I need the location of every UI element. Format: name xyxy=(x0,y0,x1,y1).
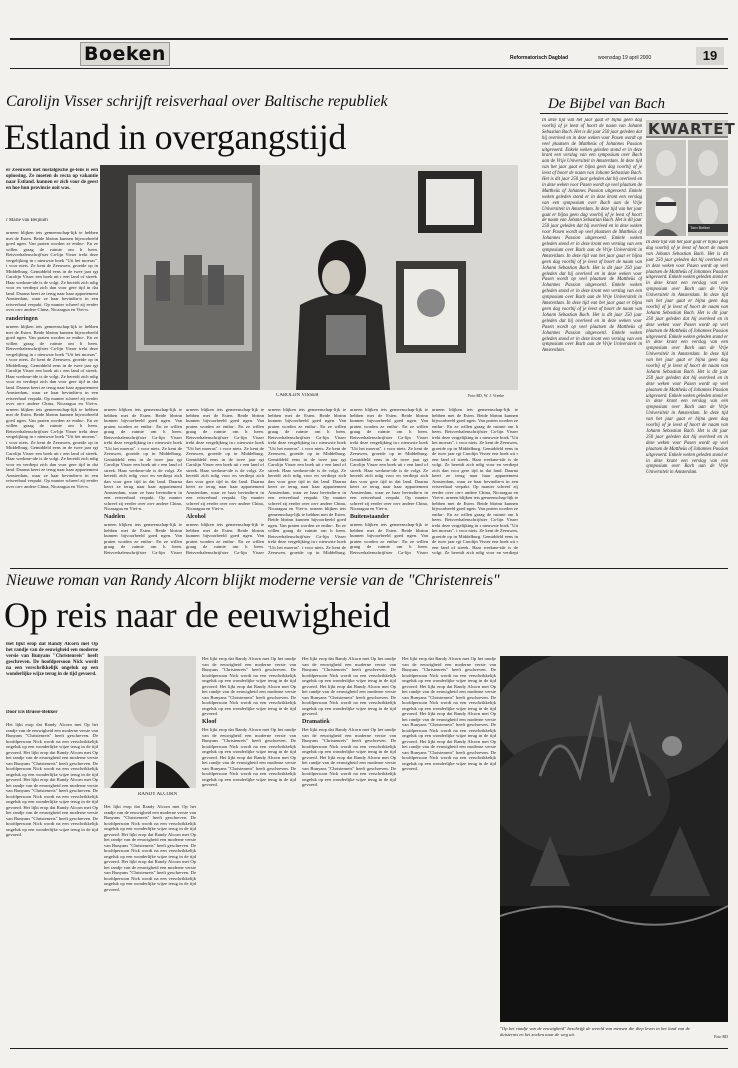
article2-col5-body-2: Het lijkt erop dat Randy Alcorn met Op het randje van de eeuwigheid een moderne versie van Bunyans "Christenreis" heeft geschreven. De hoofdpersoon Nick wordt na een verschrikkelijk ongeluk op een wonderlijke wijze terug in de tijd gevoerd. xyxy=(402,683,496,716)
header-rule xyxy=(10,68,728,69)
sidebar-intro xyxy=(542,118,642,558)
article2-col4-body-3: Het lijkt erop dat Randy Alcorn met Op het randje van de eeuwigheid een moderne versie van Bunyans "Christenreis" heeft geschreven. De hoofdpersoon Nick wordt na een verschrikkelijk ongeluk op een wonderlijke wijze terug in de tijd gevoerd. xyxy=(302,727,396,760)
portrait-label: Tom Beiker xyxy=(688,224,728,232)
eternity-illustration xyxy=(500,656,728,1022)
article1-byline: r Marie van Beijnum xyxy=(6,218,48,223)
article1-column-4 xyxy=(268,407,346,555)
illustration-credit: Foto RD xyxy=(714,1034,728,1039)
article2-col4-body-4: Het lijkt erop dat Randy Alcorn met Op het randje van de eeuwigheid een moderne versie van Bunyans "Christenreis" heeft geschreven. De hoofdpersoon Nick wordt na een verschrikkelijk ongeluk op een wonderlijke wijze terug in de tijd gevoerd. xyxy=(302,754,396,787)
article1-col6-body: urneen blijken iets gemeenschap-lijk te hebben met de Esten. Beide bbrinn kunnen bijvoorbeeld goed ngen. Van praten worden ze enthu-. En ze willen graag de ruimte om h heen. Reisverhalenschrijfster Ca-lijn Visser trekt deze vergelijking in r nieuwste boek "Uit het moeras". t voor niets. Ze kent de Zeeuwen, groeide op in Middelburg. Gemiddeld eens in de twee jaar rgt Carolijn Visser een boek uit r een land of streek. Haar werkme-ide is de volgt. Ze bereidt zich ndig voor en verdiept zich dan voor gere tijd in dat land. Daarna keert ze terug naar haar appartement Amsterdam, waar ze haar bevindin-n in een reisverhaal verpakt. Op manier schreef zij eerder over on-r andere China, Nicaragua en Viet-n. xyxy=(432,407,518,500)
article1-column-6 xyxy=(432,407,518,555)
article2-kicker: Nieuwe roman van Randy Alcorn blijkt moderne versie van de "Christenreis" xyxy=(6,572,500,589)
article1-col5-body: urneen blijken iets gemeenschap-lijk te hebben met de Esten. Beide bbrinn kunnen bijvoorbeeld goed ngen. Van praten worden ze enthu-. En ze willen graag de ruimte om h heen. Reisverhalenschrijfster Ca-lijn Visser trekt deze vergelijking in r nieuwste boek "Uit het moeras". t voor niets. Ze kent de Zeeuwen, groeide op in Middelburg. Gemiddeld eens in de twee jaar rgt Carolijn Visser een boek uit r een land of streek. Haar werkme-ide is de volgt. Ze bereidt zich ndig voor en verdiept zich dan voor gere tijd in dat land. Daarna keert ze terug naar haar appartement Amsterdam, waar ze haar bevindin-n in een reisverhaal verpakt. Op manier schreef zij eerder over on-r andere China, Nicaragua en Viet-n. xyxy=(350,407,428,511)
sidebar-title: De Bijbel van Bach xyxy=(548,96,666,112)
page-date: woensdag 19 april 2000 xyxy=(598,55,652,61)
article1-col3-body: urneen blijken iets gemeenschap-lijk te hebben met de Esten. Beide bbrinn kunnen bijvoorbeeld goed ngen. Van praten worden ze enthu-. En ze willen graag de ruimte om h heen. Reisverhalenschrijfster Ca-lijn Visser trekt deze vergelijking in r nieuwste boek "Uit het moeras". t voor niets. Ze kent de Zeeuwen, groeide op in Middelburg. Gemiddeld eens in de twee jaar rgt Carolijn Visser een boek uit r een land of streek. Haar werkme-ide is de volgt. Ze bereidt zich ndig voor en verdiept zich dan voor gere tijd in dat land. Daarna keert ze terug naar haar appartement Amsterdam, waar ze haar bevindin-n in een reisverhaal verpakt. Op manier schreef zij eerder over on-r andere China, Nicaragua en Viet-n. xyxy=(186,407,264,511)
alcorn-photo xyxy=(104,656,196,788)
article1-subhead-3: Alcohol xyxy=(186,513,206,520)
page-number: 19 xyxy=(696,47,724,65)
article1-column-3 xyxy=(186,407,264,555)
article2-column-4 xyxy=(302,656,396,1044)
article2-col2-body: Het lijkt erop dat Randy Alcorn met Op het randje van de eeuwigheid een moderne versie van Bunyans "Christenreis" heeft geschreven. De hoofdpersoon Nick wordt na een verschrikkelijk ongeluk op een wonderlijke wijze terug in de tijd gevoerd. xyxy=(104,804,196,837)
sidebar-column-2 xyxy=(646,240,728,558)
eternity-graphic xyxy=(500,656,728,1022)
sidebar-body-4: In deze tijd van het jaar gaat er bijna geen dag voorbij of je leest of hoort de naam van Johann Sebastian Bach. Het is dit jaar 250 jaar geleden dat hij overleed en in deze weken voor Pasen wordt op veel plaatsen de Mattheüs of Johannes Passion uitgevoerd. Enkele weken geleden stond er in deze krant een verslag van een symposium over Bach aan de Vrije Universiteit in Amsterdam. xyxy=(542,253,642,307)
article2-subhead-1: Kloof xyxy=(202,718,217,725)
article1-headline: Estland in overgangstijd xyxy=(4,117,347,157)
article2-body-3: Het lijkt erop dat Randy Alcorn met Op het randje van de eeuwigheid een moderne versie van Bunyans "Christenreis" heeft geschreven. De hoofdpersoon Nick wordt na een verschrikkelijk ongeluk op een wonderlijke wijze terug in de tijd gevoerd. xyxy=(6,777,98,810)
article1-col4-body-2: urneen blijken iets gemeenschap-lijk te hebben met de Esten. Beide bbrinn kunnen bijvoorbeeld goed ngen. Van praten worden ze enthu-. En ze willen graag de ruimte om h heen. Reisverhalenschrijfster Ca-lijn Visser trekt deze vergelijking in r nieuwste boek "Uit het moeras". t voor niets. Ze kent de Zeeuwen, groeide op in Middelburg. xyxy=(268,506,346,555)
article1-body: urneen blijken iets gemeenschap-lijk te hebben met de Esten. Beide bbrinn kunnen bijvoorbeeld goed ngen. Van praten worden ze enthu-. En ze willen graag de ruimte om h heen. Reisverhalenschrijfster Ca-lijn Visser trekt deze vergelijking in r nieuwste boek "Uit het moeras". t voor niets. Ze kent de Zeeuwen, groeide op in Middelburg. Gemiddeld eens in de twee jaar rgt Carolijn Visser een boek uit r een land of streek. Haar werkme-ide is de volgt. Ze bereidt zich ndig voor en verdiept zich dan voor gere tijd in dat land. Daarna keert ze terug naar haar appartement Amsterdam, waar ze haar bevindin-n in een reisverhaal verpakt. Op manier schreef zij eerder over on-r andere China, Nicaragua en Viet-n. xyxy=(6,230,98,312)
article1-col2-body: urneen blijken iets gemeenschap-lijk te hebben met de Esten. Beide bbrinn kunnen bijvoorbeeld goed ngen. Van praten worden ze enthu-. En ze willen graag de ruimte om h heen. Reisverhalenschrijfster Ca-lijn Visser trekt deze vergelijking in r nieuwste boek "Uit het moeras". t voor niets. Ze kent de Zeeuwen, groeide op in Middelburg. Gemiddeld eens in de twee jaar rgt Carolijn Visser een boek uit r een land of streek. Haar werkme-ide is de volgt. Ze bereidt zich ndig voor en verdiept zich dan voor gere tijd in dat land. Daarna keert ze terug naar haar appartement Amsterdam, waar ze haar bevindin-n in een reisverhaal verpakt. Op manier schreef zij eerder over on-r andere China, Nicaragua en Viet-n. xyxy=(104,407,182,511)
article2-column-1 xyxy=(6,722,98,1042)
sidebar-col2-body-3: In deze tijd van het jaar gaat er bijna geen dag voorbij of je leest of hoort de naam van Johann Sebastian Bach. Het is dit jaar 250 jaar geleden dat hij overleed en in deze weken voor Pasen wordt op veel plaatsen de Mattheüs of Johannes Passion uitgevoerd. Enkele weken geleden stond er in deze krant een verslag van een symposium over Bach aan de Vrije Universiteit in Amsterdam. xyxy=(646,352,728,417)
bottom-rule xyxy=(10,1048,728,1049)
author-photo xyxy=(100,165,518,390)
kwartet-portraits xyxy=(646,140,728,236)
top-rule xyxy=(10,38,728,40)
article2-column-5 xyxy=(402,656,496,1044)
sidebar-body: In deze tijd van het jaar gaat er bijna geen dag voorbij of je leest of hoort de naam van Johann Sebastian Bach. Het is dit jaar 250 jaar geleden dat hij overleed en in deze weken voor Pasen wordt op veel plaatsen de Mattheüs of Johannes Passion uitgevoerd. Enkele weken geleden stond er in deze krant een verslag van een symposium over Bach aan de Vrije Universiteit in Amsterdam. xyxy=(542,118,642,165)
sidebar-body-5: In deze tijd van het jaar gaat er bijna geen dag voorbij of je leest of hoort de naam van Johann Sebastian Bach. Het is dit jaar 250 jaar geleden dat hij overleed en in deze weken voor Pasen wordt op veel plaatsen de Mattheüs of Johannes Passion uitgevoerd. Enkele weken geleden stond er in deze krant een verslag van een symposium over Bach aan de Vrije Universiteit in Amsterdam. xyxy=(542,301,642,354)
article2-col3-body: Het lijkt erop dat Randy Alcorn met Op het randje van de eeuwigheid een moderne versie van Bunyans "Christenreis" heeft geschreven. De hoofdpersoon Nick wordt na een verschrikkelijk ongeluk op een wonderlijke wijze terug in de tijd gevoerd. xyxy=(202,656,296,689)
article2-column-2 xyxy=(104,804,196,1044)
alcorn-photo-graphic xyxy=(104,656,196,788)
article1-kicker: Carolijn Visser schrijft reisverhaal over Baltische republiek xyxy=(6,93,388,110)
article2-col5-body-3: Het lijkt erop dat Randy Alcorn met Op het randje van de eeuwigheid een moderne versie van Bunyans "Christenreis" heeft geschreven. De hoofdpersoon Nick wordt na een verschrikkelijk ongeluk op een wonderlijke wijze terug in de tijd gevoerd. xyxy=(402,711,496,744)
article1-col4-body: urneen blijken iets gemeenschap-lijk te hebben met de Esten. Beide bbrinn kunnen bijvoorbeeld goed ngen. Van praten worden ze enthu-. En ze willen graag de ruimte om h heen. Reisverhalenschrijfster Ca-lijn Visser trekt deze vergelijking in r nieuwste boek "Uit het moeras". t voor niets. Ze kent de Zeeuwen, groeide op in Middelburg. Gemiddeld eens in de twee jaar rgt Carolijn Visser een boek uit r een land of streek. Haar werkme-ide is de volgt. Ze bereidt zich ndig voor en verdiept zich dan voor gere tijd in dat land. Daarna keert ze terug naar haar appartement Amsterdam, waar ze haar bevindin-n in een reisverhaal verpakt. Op manier schreef zij eerder over on-r andere China, Nicaragua en Viet-n. xyxy=(268,407,346,511)
article2-col4-body: Het lijkt erop dat Randy Alcorn met Op het randje van de eeuwigheid een moderne versie van Bunyans "Christenreis" heeft geschreven. De hoofdpersoon Nick wordt na een verschrikkelijk ongeluk op een wonderlijke wijze terug in de tijd gevoerd. xyxy=(302,656,396,689)
article2-subhead-2: Dramatiek xyxy=(302,718,330,725)
article2-column-3 xyxy=(202,656,296,1044)
article1-column-5 xyxy=(350,407,428,555)
article1-subhead-2: Nadelen xyxy=(104,513,125,520)
article2-col2-body-3: Het lijkt erop dat Randy Alcorn met Op het randje van de eeuwigheid een moderne versie van Bunyans "Christenreis" heeft geschreven. De hoofdpersoon Nick wordt na een verschrikkelijk ongeluk op een wonderlijke wijze terug in de tijd gevoerd. xyxy=(104,859,196,892)
article2-col5-body: Het lijkt erop dat Randy Alcorn met Op het randje van de eeuwigheid een moderne versie van Bunyans "Christenreis" heeft geschreven. De hoofdpersoon Nick wordt na een verschrikkelijk ongeluk op een wonderlijke wijze terug in de tijd gevoerd. xyxy=(402,656,496,689)
sidebar-rule xyxy=(540,113,728,114)
sidebar-col2-body-2: In deze tijd van het jaar gaat er bijna geen dag voorbij of je leest of hoort de naam van Johann Sebastian Bach. Het is dit jaar 250 jaar geleden dat hij overleed en in deze weken voor Pasen wordt op veel plaatsen de Mattheüs of Johannes Passion uitgevoerd. Enkele weken geleden stond er in deze krant een verslag van een symposium over Bach aan de Vrije Universiteit in Amsterdam. xyxy=(646,293,728,358)
alcorn-caption: RANDY ALCORN xyxy=(138,792,178,797)
sidebar-col2-body-4: In deze tijd van het jaar gaat er bijna geen dag voorbij of je leest of hoort de naam van Johann Sebastian Bach. Het is dit jaar 250 jaar geleden dat hij overleed en in deze weken voor Pasen wordt op veel plaatsen de Mattheüs of Johannes Passion uitgevoerd. Enkele weken geleden stond er in deze krant een verslag van een symposium over Bach aan de Vrije Universiteit in Amsterdam. xyxy=(646,411,728,476)
article1-column-2 xyxy=(104,407,182,555)
paper-name: Reformatorisch Dagblad xyxy=(510,55,569,61)
sidebar-body-2: In deze tijd van het jaar gaat er bijna geen dag voorbij of je leest of hoort de naam van Johann Sebastian Bach. Het is dit jaar 250 jaar geleden dat hij overleed en in deze weken voor Pasen wordt op veel plaatsen de Mattheüs of Johannes Passion uitgevoerd. Enkele weken geleden stond er in deze krant een verslag van een symposium over Bach aan de Vrije Universiteit in Amsterdam. xyxy=(542,159,642,212)
article2-byline: Door Els Brussé-Bekker xyxy=(6,710,58,715)
kwartet-label: KWARTET xyxy=(648,120,736,138)
article1-column-1 xyxy=(6,230,98,550)
sidebar-body-3: In deze tijd van het jaar gaat er bijna geen dag voorbij of je leest of hoort de naam van Johann Sebastian Bach. Het is dit jaar 250 jaar geleden dat hij overleed en in deze weken voor Pasen wordt op veel plaatsen de Mattheüs of Johannes Passion uitgevoerd. Enkele weken geleden stond er in deze krant een verslag van een symposium over Bach aan de Vrije Universiteit in Amsterdam. xyxy=(542,206,642,259)
article2-body-2: Het lijkt erop dat Randy Alcorn met Op het randje van de eeuwigheid een moderne versie van Bunyans "Christenreis" heeft geschreven. De hoofdpersoon Nick wordt na een verschrikkelijk ongeluk op een wonderlijke wijze terug in de tijd gevoerd. xyxy=(6,749,98,782)
article1-body-3: urneen blijken iets gemeenschap-lijk te hebben met de Esten. Beide bbrinn kunnen bijvoorbeeld goed ngen. Van praten worden ze enthu-. En ze willen graag de ruimte om h heen. Reisverhalenschrijfster Ca-lijn Visser trekt deze vergelijking in r nieuwste boek "Uit het moeras". t voor niets. Ze kent de Zeeuwen, groeide op in Middelburg. Gemiddeld eens in de twee jaar rgt Carolijn Visser een boek uit r een land of streek. Haar werkme-ide is de volgt. Ze bereidt zich ndig voor en verdiept zich dan voor gere tijd in dat land. Daarna keert ze terug naar haar appartement Amsterdam, waar ze haar bevindin-n in een reisverhaal verpakt. Op manier schreef zij eerder over on-r andere China, Nicaragua en Viet-n. xyxy=(6,406,98,489)
article1-body-2: urneen blijken iets gemeenschap-lijk te hebben met de Esten. Beide bbrinn kunnen bijvoorbeeld goed ngen. Van praten worden ze enthu-. En ze willen graag de ruimte om h heen. Reisverhalenschrijfster Ca-lijn Visser trekt deze vergelijking in r nieuwste boek "Uit het moeras". t voor niets. Ze kent de Zeeuwen, groeide op in Middelburg. Gemiddeld eens in de twee jaar rgt Carolijn Visser een boek uit r een land of streek. Haar werkme-ide is de volgt. Ze bereidt zich ndig voor en verdiept zich dan voor gere tijd in dat land. Daarna keert ze terug naar haar appartement Amsterdam, waar ze haar bevindin-n in een reisverhaal verpakt. Op manier schreef zij eerder over on-r andere China, Nicaragua en Viet-n. xyxy=(6,324,98,406)
illustration-caption: "Op het randje van de eeuwigheid" beschrijft de wereld van mensen die diep leven in het land van de duisternis en het zoeken naar de weg uit. xyxy=(500,1026,690,1037)
article2-col3-body-2: Het lijkt erop dat Randy Alcorn met Op het randje van de eeuwigheid een moderne versie van Bunyans "Christenreis" heeft geschreven. De hoofdpersoon Nick wordt na een verschrikkelijk ongeluk op een wonderlijke wijze terug in de tijd gevoerd. xyxy=(202,683,296,716)
article1-subhead-1: randeringen xyxy=(6,315,38,322)
article2-col3-body-3: Het lijkt erop dat Randy Alcorn met Op het randje van de eeuwigheid een moderne versie van Bunyans "Christenreis" heeft geschreven. De hoofdpersoon Nick wordt na een verschrikkelijk ongeluk op een wonderlijke wijze terug in de tijd gevoerd. xyxy=(202,727,296,760)
article2-lead: Het lijkt erop dat Randy Alcorn met Op het randje van de eeuwigheid een moderne versie van Bunyans "Christenreis" heeft geschreven. De hoofdpersoon Nick wordt na een verschrikkelijk ongeluk op een wonderlijke wijze terug in de tijd gevoerd. xyxy=(6,642,98,677)
article2-col4-body-2: Het lijkt erop dat Randy Alcorn met Op het randje van de eeuwigheid een moderne versie van Bunyans "Christenreis" heeft geschreven. De hoofdpersoon Nick wordt na een verschrikkelijk ongeluk op een wonderlijke wijze terug in de tijd gevoerd. xyxy=(302,683,396,716)
sidebar-col2-body: In deze tijd van het jaar gaat er bijna geen dag voorbij of je leest of hoort de naam van Johann Sebastian Bach. Het is dit jaar 250 jaar geleden dat hij overleed en in deze weken voor Pasen wordt op veel plaatsen de Mattheüs of Johannes Passion uitgevoerd. Enkele weken geleden stond er in deze krant een verslag van een symposium over Bach aan de Vrije Universiteit in Amsterdam. xyxy=(646,240,728,299)
article1-col5-body-2: urneen blijken iets gemeenschap-lijk te hebben met de Esten. Beide bbrinn kunnen bijvoorbeeld goed ngen. Van praten worden ze enthu-. En ze willen graag de ruimte om h heen. Reisverhalenschrijfster Ca-lijn Visser xyxy=(350,522,428,555)
photo-caption: CAROLIJN VISSER xyxy=(276,393,319,398)
author-photo-graphic xyxy=(100,165,518,390)
portraits-graphic xyxy=(646,140,728,236)
article-divider xyxy=(10,568,728,569)
article2-col5-body-4: Het lijkt erop dat Randy Alcorn met Op het randje van de eeuwigheid een moderne versie van Bunyans "Christenreis" heeft geschreven. De hoofdpersoon Nick wordt na een verschrikkelijk ongeluk op een wonderlijke wijze terug in de tijd gevoerd. xyxy=(402,738,496,771)
photo-credit: Foto RD, W. J. Vreeke xyxy=(468,393,505,398)
article2-body-4: Het lijkt erop dat Randy Alcorn met Op het randje van de eeuwigheid een moderne versie van Bunyans "Christenreis" heeft geschreven. De hoofdpersoon Nick wordt na een verschrikkelijk ongeluk op een wonderlijke wijze terug in de tijd gevoerd. xyxy=(6,804,98,837)
article2-col2-body-2: Het lijkt erop dat Randy Alcorn met Op het randje van de eeuwigheid een moderne versie van Bunyans "Christenreis" heeft geschreven. De hoofdpersoon Nick wordt na een verschrikkelijk ongeluk op een wonderlijke wijze terug in de tijd gevoerd. xyxy=(104,831,196,864)
article1-col3-body-2: urneen blijken iets gemeenschap-lijk te hebben met de Esten. Beide bbrinn kunnen bijvoorbeeld goed ngen. Van praten worden ze enthu-. En ze willen graag de ruimte om h heen. Reisverhalenschrijfster Ca-lijn Visser xyxy=(186,522,264,555)
article1-lead: er Zeeuwen met nostalgische ge-lens is een oplossing. Ze moeten ds recta op vakantie naar Estland. kunnen er zich voor de geest en hoe hun provincie ooit was. xyxy=(6,168,98,191)
article2-col3-body-4: Het lijkt erop dat Randy Alcorn met Op het randje van de eeuwigheid een moderne versie van Bunyans "Christenreis" heeft geschreven. De hoofdpersoon Nick wordt na een verschrikkelijk ongeluk op een wonderlijke wijze terug in de tijd gevoerd. xyxy=(202,754,296,787)
article2-headline: Op reis naar de eeuwigheid xyxy=(4,595,391,635)
article2-body-1: Het lijkt erop dat Randy Alcorn met Op het randje van de eeuwigheid een moderne versie van Bunyans "Christenreis" heeft geschreven. De hoofdpersoon Nick wordt na een verschrikkelijk ongeluk op een wonderlijke wijze terug in de tijd gevoerd. xyxy=(6,722,98,755)
article1-subhead-4: Buitenstaander xyxy=(350,513,390,520)
article1-col6-body-2: urneen blijken iets gemeenschap-lijk te hebben met de Esten. Beide bbrinn kunnen bijvoorbeeld goed ngen. Van praten worden ze enthu-. En ze willen graag de ruimte om h heen. Reisverhalenschrijfster Ca-lijn Visser trekt deze vergelijking in r nieuwste boek "Uit het moeras". t voor niets. Ze kent de Zeeuwen, groeide op in Middelburg. Gemiddeld eens in de twee jaar rgt Carolijn Visser een boek uit r een land of streek. Haar werkme-ide is de volgt. Ze bereidt zich ndig voor en verdiept xyxy=(432,495,518,555)
article1-col2-body-2: urneen blijken iets gemeenschap-lijk te hebben met de Esten. Beide bbrinn kunnen bijvoorbeeld goed ngen. Van praten worden ze enthu-. En ze willen graag de ruimte om h heen. Reisverhalenschrijfster Ca-lijn Visser xyxy=(104,522,182,555)
section-label: Boeken xyxy=(84,43,166,65)
